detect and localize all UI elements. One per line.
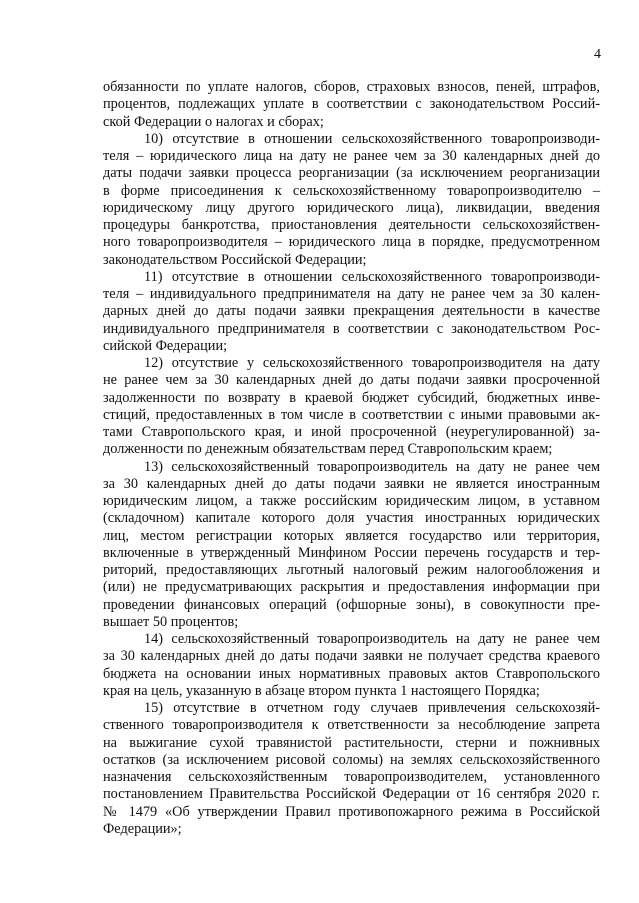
- text-line: юридическим лицом, а также российским юридическим лицом, в уставном: [103, 493, 600, 509]
- text-line: края на цель, указанную в абзаце втором пункта 1 настоящего Порядка;: [103, 682, 540, 699]
- text-line: за 30 календарных дней до даты подачи заявки не получает средства краевого: [103, 648, 600, 665]
- paragraph-first-line: 15) отсутствие в отчетном году случаев привлечения сельскохозяй-: [144, 700, 600, 716]
- paragraph-first-line: 12) отсутствие у сельскохозяйственного товаропроизводителя на дату: [144, 355, 600, 371]
- text-line: ного товаропроизводителя – юридического лица в порядке, предусмотренном: [103, 234, 600, 251]
- text-line: дарных дней до даты подачи заявки прекращения деятельности в качестве: [103, 303, 600, 320]
- text-line: индивидуального предпринимателя в соответствии с законодательством Рос-: [103, 320, 600, 337]
- text-line: Федерации»;: [103, 820, 182, 837]
- text-line: назначения сельскохозяйственным товаропроизводителем, установленного: [103, 769, 600, 785]
- text-line: лиц, местом регистрации которых является государство или территория,: [103, 527, 600, 544]
- text-line: теля – юридического лица на дату не ранее чем за 30 календарных дней до: [103, 148, 600, 164]
- page-number: 4: [594, 47, 601, 62]
- text-line: (или) не предусматривающих раскрытия и предоставления информации при: [103, 579, 600, 596]
- text-line: стиций, предоставленных в том числе в соответствии с иными правовыми ак-: [103, 406, 600, 423]
- text-line: законодательством Российской Федерации;: [103, 251, 367, 268]
- text-line: процентов, подлежащих уплате в соответствии с законодательством Россий-: [103, 96, 600, 113]
- text-line: остатков (за исключением рисовой соломы) на землях сельскохозяйственного: [103, 751, 600, 768]
- text-line: юридическому лицу другого юридического лица), ликвидации, введения: [103, 199, 600, 216]
- text-line: даты подачи заявки процесса реорганизации (за исключением реорганизации: [103, 165, 600, 182]
- text-line: обязанности по уплате налогов, сборов, страховых взносов, пеней, штрафов,: [103, 79, 600, 95]
- text-line: ской Федерации о налогах и сборах;: [103, 113, 324, 130]
- text-line: в форме присоединения к сельскохозяйственному товаропроизводителю –: [103, 182, 600, 199]
- text-line: теля – индивидуального предпринимателя на дату не ранее чем за 30 кален-: [103, 286, 600, 302]
- text-line: на выжигание сухой травянистой растительности, стерни и пожнивных: [103, 734, 600, 751]
- paragraph-first-line: 13) сельскохозяйственный товаропроизводитель на дату не ранее чем: [144, 458, 600, 475]
- text-line: ственного товаропроизводителя к ответственности за несоблюдение запрета: [103, 717, 600, 734]
- document-body: [103, 79, 600, 838]
- text-line: проведении финансовых операций (офшорные зоны), в совокупности пре-: [103, 596, 600, 613]
- text-line: задолженности по возврату в краевой бюджет субсидий, бюджетных инве-: [103, 389, 600, 406]
- text-line: постановлением Правительства Российской Федерации от 16 сентября 2020 г.: [103, 786, 600, 803]
- paragraph-first-line: 10) отсутствие в отношении сельскохозяйственного товаропроизводи-: [144, 130, 600, 147]
- text-line: сийской Федерации;: [103, 337, 228, 354]
- text-line: включенные в утвержденный Минфином России перечень государств и тер-: [103, 544, 600, 561]
- paragraph-first-line: 14) сельскохозяйственный товаропроизводитель на дату не ранее чем: [144, 631, 600, 647]
- paragraph-first-line: 11) отсутствие в отношении сельскохозяйственного товаропроизводи-: [144, 268, 600, 285]
- text-line: риторий, предоставляющих льготный налоговый режим налогообложения и: [103, 562, 600, 578]
- text-line: бюджета на основании иных нормативных правовых актов Ставропольского: [103, 665, 600, 682]
- text-line: тами Ставропольского края, и иной просроченной (неурегулированной) за-: [103, 424, 600, 440]
- text-line: процедуры банкротства, приостановления деятельности сельскохозяйствен-: [103, 217, 600, 233]
- text-line: за 30 календарных дней до даты подачи заявки не является иностранным: [103, 475, 600, 492]
- text-line: долженности по денежным обязательствам перед Ставропольским краем;: [103, 441, 553, 458]
- text-line: № 1479 «Об утверждении Правил противопожарного режима в Российской: [103, 803, 600, 820]
- text-line: не ранее чем за 30 календарных дней до даты подачи заявки просроченной: [103, 372, 600, 389]
- text-line: вышает 50 процентов;: [103, 613, 239, 630]
- text-line: (складочном) капитале которого доля участия иностранных юридических: [103, 510, 600, 527]
